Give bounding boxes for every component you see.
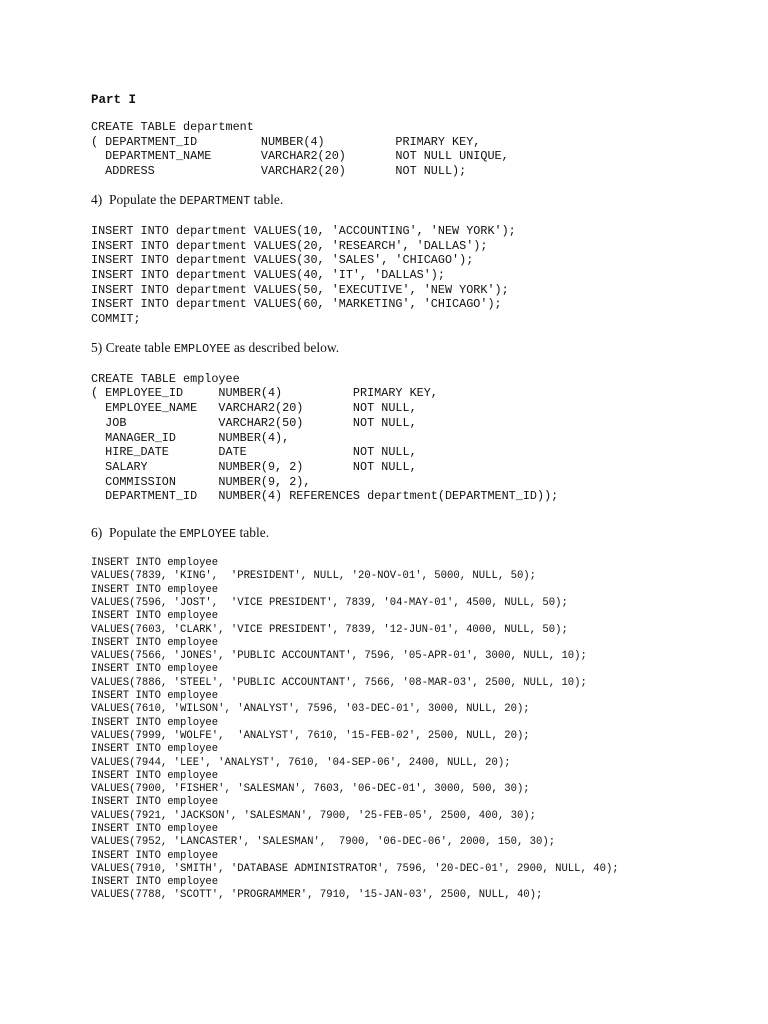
step-4-keyword: DEPARTMENT: [179, 193, 251, 208]
part-title: Part I: [91, 93, 137, 107]
insert-employee-statements: INSERT INTO employee VALUES(7839, 'KING', 'PRESIDENT', NULL, '20-NOV-01', 5000, NULL, 50); INSERT INTO employee VALUES(7596, 'JOST', 'VICE PRESIDENT', 7839, '04-MAY-01', 4500, NULL, 50); INSERT INTO employee VALUES(7603, 'CLARK', 'VICE PRESIDENT', 7839, '12-JUN-01', 4000, NULL, 50); INSERT INTO employee VALUES(7566, 'JONES', 'PUBLIC ACCOUNTANT', 7596, '05-APR-01', 3000, NULL, 10); INSERT INTO employee VALUES(7886, 'STEEL', 'PUBLIC ACCOUNTANT', 7566, '08-MAR-03', 2500, NULL, 10); INSERT INTO employee VALUES(7610, 'WILSON', 'ANALYST', 7596, '03-DEC-01', 3000, NULL, 20); INSERT INTO employee VALUES(7999, 'WOLFE', 'ANALYST', 7610, '15-FEB-02', 2500, NULL, 20); INSERT INTO employee VALUES(7944, 'LEE', 'ANALYST', 7610, '04-SEP-06', 2400, NULL, 20); INSERT INTO employee VALUES(7900, 'FISHER', 'SALESMAN', 7603, '06-DEC-01', 3000, 500, 30); INSERT INTO employee VALUES(7921, 'JACKSON', 'SALESMAN', 7900, '25-FEB-05', 2500, 400, 30); INSERT INTO employee VALUES(7952, 'LANCASTER', 'SALESMAN', 7900, '06-DEC-06', 2000, 150, 30); INSERT INTO employee VALUES(7910, 'SMITH', 'DATABASE ADMINISTRATOR', 7596, '20-DEC-01', 2900, NULL, 40); INSERT INTO employee VALUES(7788, 'SCOTT', 'PROGRAMMER', 7910, '15-JAN-03', 2500, NULL, 40);: [91, 557, 619, 902]
document-page: [91, 92, 751, 903]
step-6-instruction: [91, 524, 751, 543]
step-4-suffix: table.: [250, 191, 284, 207]
step-6-suffix: table.: [236, 525, 270, 541]
step-4-instruction: [91, 191, 751, 210]
create-employee-statement: CREATE TABLE employee ( EMPLOYEE_ID NUMBER(4) PRIMARY KEY, EMPLOYEE_NAME VARCHAR2(20) NOT NULL, JOB VARCHAR2(50) NOT NULL, MANAGER_ID NUMBER(4), HIRE_DATE DATE NOT NULL, SALARY NUMBER(9, 2) NOT NULL, COMMISSION NUMBER(9, 2), DEPARTMENT_ID NUMBER(4) REFERENCES department(DEPARTMENT_ID));: [91, 371, 559, 504]
step-5-instruction: [91, 339, 751, 358]
step-4-prefix: 4) Populate the: [91, 191, 180, 207]
step-5-prefix: 5) Create table: [91, 339, 174, 355]
insert-department-statements: INSERT INTO department VALUES(10, 'ACCOUNTING', 'NEW YORK'); INSERT INTO department VALUES(20, 'RESEARCH', 'DALLAS'); INSERT INTO department VALUES(30, 'SALES', 'CHICAGO'); INSERT INTO department VALUES(40, 'IT', 'DALLAS'); INSERT INTO department VALUES(50, 'EXECUTIVE', 'NEW YORK'); INSERT INTO department VALUES(60, 'MARKETING', 'CHICAGO'); COMMIT;: [91, 223, 516, 327]
step-6-keyword: EMPLOYEE: [179, 527, 237, 542]
create-department-statement: CREATE TABLE department ( DEPARTMENT_ID NUMBER(4) PRIMARY KEY, DEPARTMENT_NAME VARCHAR2(20) NOT NULL UNIQUE, ADDRESS VARCHAR2(20) NOT NULL);: [91, 120, 509, 179]
step-5-suffix: as described below.: [230, 339, 340, 355]
step-6-prefix: 6) Populate the: [91, 525, 180, 541]
step-5-keyword: EMPLOYEE: [173, 341, 231, 356]
